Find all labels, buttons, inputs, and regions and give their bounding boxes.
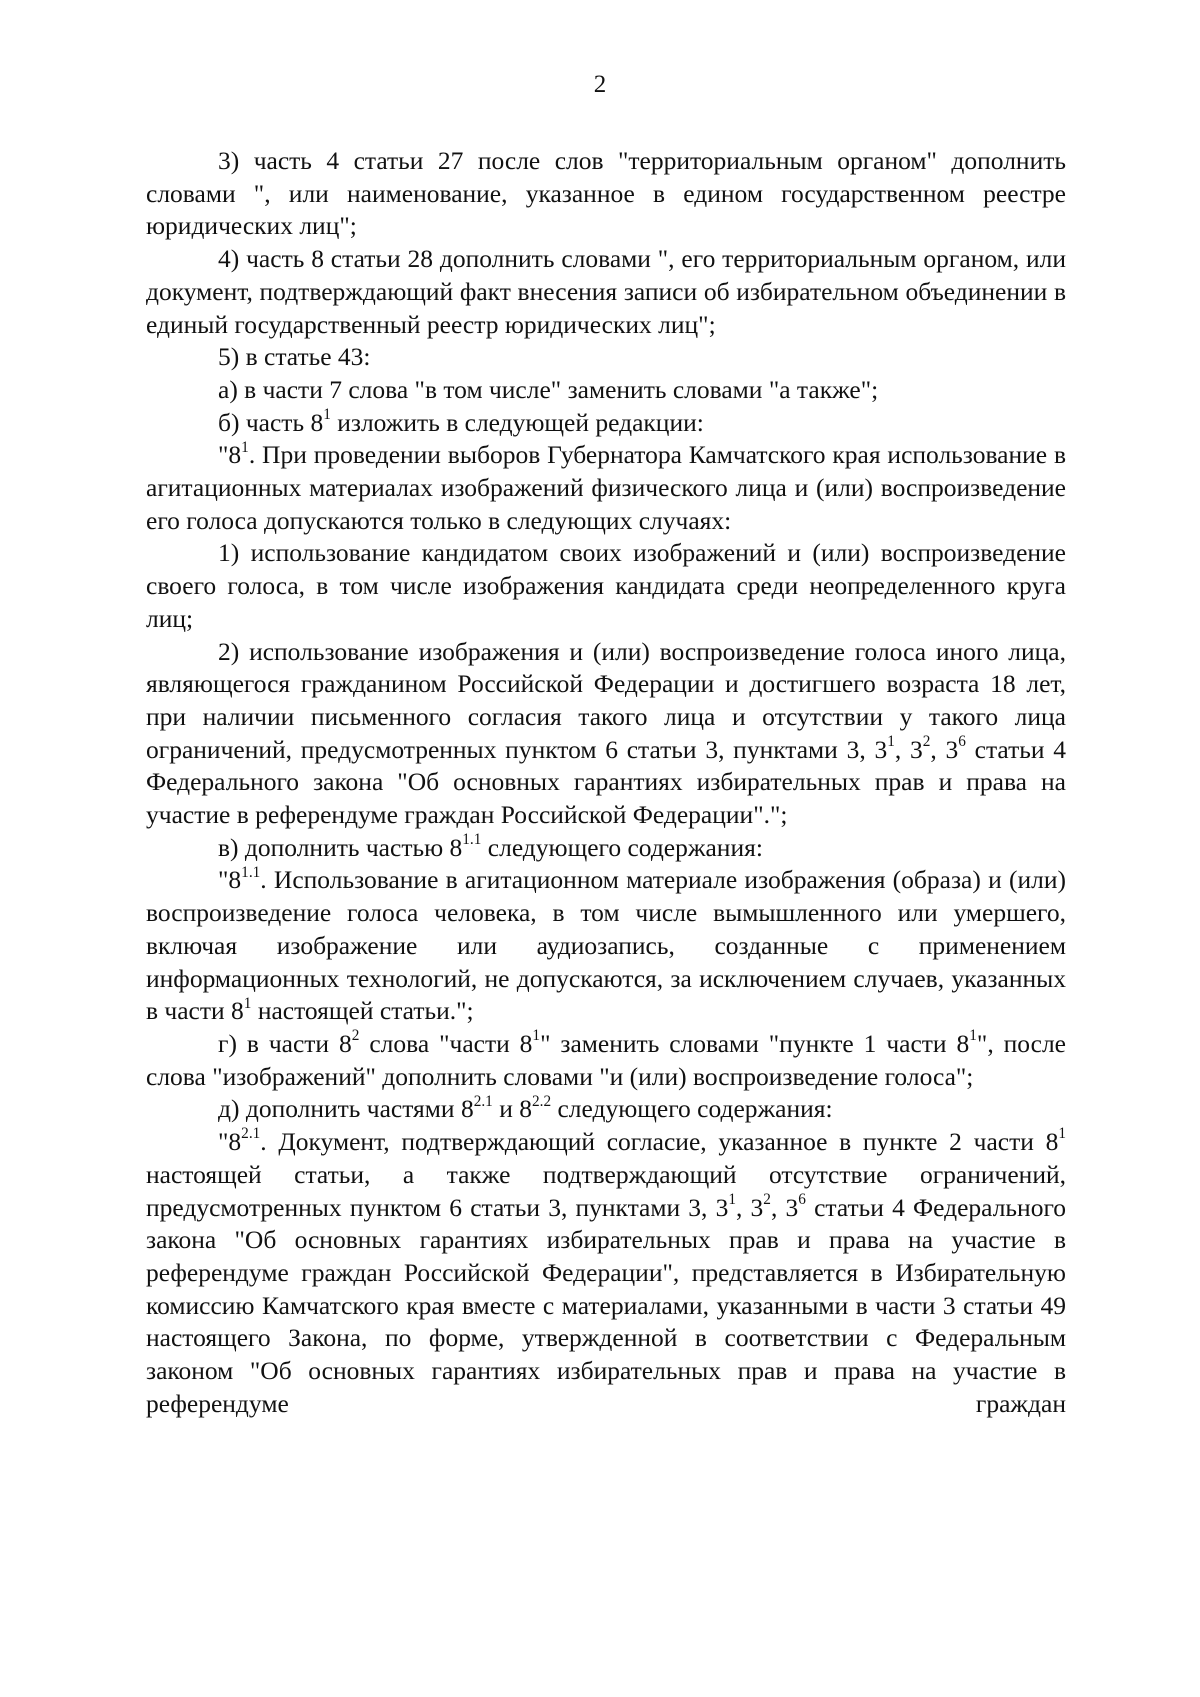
text-run: 1) использование кандидатом своих изображений и (или) воспроизведение своего голоса, в том числе изображения кандидата среди неопределенного круга лиц; — [146, 538, 1066, 633]
text-run: настоящей статьи."; — [251, 996, 474, 1026]
superscript: 1 — [969, 1027, 977, 1045]
superscript: 1.1 — [462, 830, 482, 848]
superscript: 1 — [1058, 1125, 1066, 1143]
text-run: . Использование в агитационном материале изображения (образа) и (или) воспроизведение голоса человека, в том числе вымышленного или умершего, включая изображение или аудиозапись, созданные с применением информационных технологий, не допускаются, за исключением случаев, указанных в части 8 — [146, 865, 1066, 1026]
superscript: 6 — [798, 1190, 806, 1208]
text-run: настоящей статьи, а также подтверждающий отсутствие ограничений, предусмотренных пунктом 6 статьи 3, пунктами 3, 3 — [146, 1159, 1066, 1222]
text-run: д) дополнить частями 8 — [218, 1094, 474, 1124]
paragraph — [146, 407, 1066, 440]
superscript: 2 — [351, 1027, 360, 1045]
text-run: статьи 4 Федерального закона "Об основных гарантиях избирательных прав и права на участие в референдуме граждан Российской Федерации"."; — [146, 734, 1067, 830]
text-run: г) в части 8 — [218, 1028, 352, 1058]
paragraph — [146, 1093, 1066, 1126]
paragraph — [146, 341, 1066, 374]
superscript: 1 — [241, 438, 249, 456]
superscript: 2.2 — [531, 1092, 552, 1110]
text-run: статьи 4 Федерального закона "Об основных гарантиях избирательных прав и права на участие в референдуме граждан Российской Федерации", представляется в Избирательную комиссию Камчатского края вместе с материалами, указанными в части 3 статьи 49 настоящего Закона, по форме, утвержденной в соответствии с Федеральным законом "Об основных гарантиях избирательных прав и права на участие в референдуме граждан — [146, 1192, 1067, 1418]
superscript: 1 — [243, 994, 252, 1012]
text-run: ", после слова "изображений" дополнить словами "и (или) воспроизведение голоса"; — [146, 1028, 1067, 1091]
paragraph — [146, 864, 1066, 1028]
paragraph — [146, 636, 1066, 832]
text-run: . Документ, подтверждающий согласие, указанное в пункте 2 части 8 — [260, 1127, 1059, 1157]
paragraph — [146, 243, 1066, 341]
text-run: , 3 — [736, 1192, 764, 1222]
text-run: "8 — [218, 440, 242, 470]
text-run: , 3 — [930, 734, 959, 764]
text-run: и 8 — [492, 1094, 532, 1124]
superscript: 2 — [763, 1190, 771, 1208]
paragraph — [146, 145, 1066, 243]
superscript: 2.1 — [473, 1092, 493, 1110]
superscript: 1 — [323, 405, 331, 423]
text-run: 4) часть 8 статьи 28 дополнить словами ", его территориальным органом, или документ, подтверждающий факт внесения записи об избирательном объединении в единый государственный реестр юридических лиц"; — [146, 244, 1066, 339]
text-run: 2) использование изображения и (или) воспроизведение голоса иного лица, являющегося гражданином Российской Федерации и достигшего возраста 18 лет, при наличии письменного согласия такого лица и отсутствии у такого лица ограничений, предусмотренных пунктом 6 статьи 3, пунктами 3, 3 — [146, 636, 1066, 764]
paragraph — [146, 1126, 1066, 1420]
text-run: , 3 — [894, 734, 923, 764]
superscript: 1 — [887, 732, 895, 750]
text-run: "8 — [218, 1127, 242, 1157]
paragraph — [146, 1028, 1066, 1093]
text-run: 3) часть 4 статьи 27 после слов "территориальным органом" дополнить словами ", или наименование, указанное в едином государственном реестре юридических лиц"; — [146, 146, 1066, 241]
text-run: " заменить словами "пункте 1 части 8 — [540, 1028, 970, 1058]
paragraph — [146, 832, 1066, 865]
paragraph — [146, 537, 1066, 635]
text-run: "8 — [218, 865, 242, 895]
text-run: б) часть 8 — [218, 407, 324, 437]
text-run: изложить в следующей редакции: — [330, 407, 704, 437]
superscript: 2 — [922, 732, 931, 750]
paragraph — [146, 439, 1066, 537]
superscript: 1 — [728, 1190, 736, 1208]
text-run: слова "части 8 — [359, 1028, 533, 1058]
superscript: 2.1 — [241, 1125, 261, 1143]
superscript: 6 — [958, 732, 966, 750]
text-run: а) в части 7 слова "в том числе" заменить словами "а также"; — [218, 374, 879, 404]
document-body — [146, 145, 1066, 1420]
text-run: следующего содержания: — [551, 1094, 833, 1124]
text-run: , 3 — [770, 1192, 799, 1222]
superscript: 1.1 — [241, 863, 261, 881]
paragraph — [146, 374, 1066, 407]
text-run: следующего содержания: — [481, 832, 763, 862]
text-run: в) дополнить частью 8 — [218, 832, 463, 862]
page-number: 2 — [593, 71, 607, 98]
superscript: 1 — [532, 1027, 541, 1045]
text-run: . При проведении выборов Губернатора Камчатского края использование в агитационных материалах изображений физического лица и (или) воспроизведение его голоса допускаются только в следующих случаях: — [146, 440, 1066, 535]
text-run: 5) в статье 43: — [218, 342, 371, 372]
